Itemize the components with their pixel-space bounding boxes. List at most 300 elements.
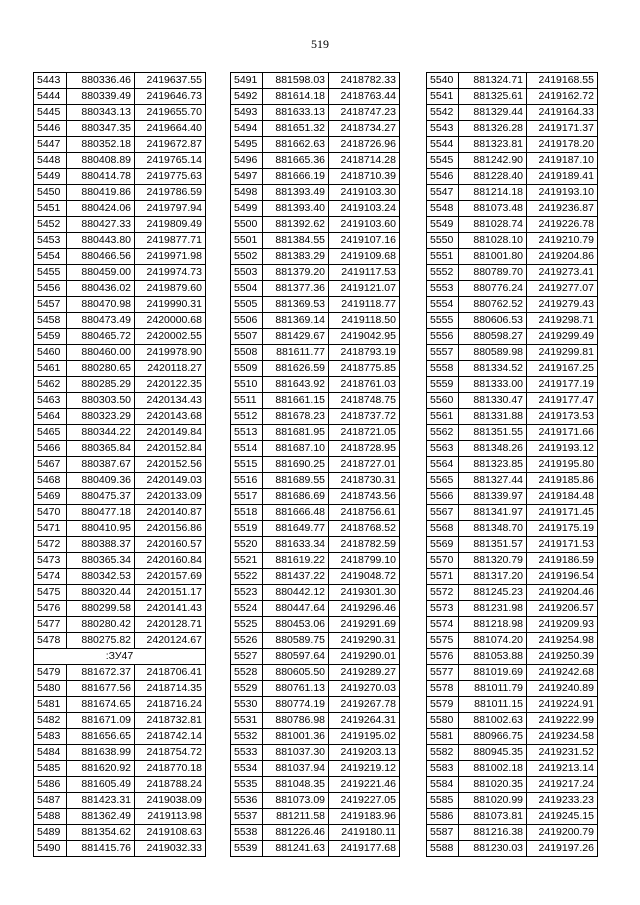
x-coordinate-cell: 881687.10 xyxy=(263,441,329,457)
table-row xyxy=(34,729,206,745)
point-number-cell: 5587 xyxy=(427,825,459,841)
table-row xyxy=(231,137,400,153)
table-row xyxy=(34,601,206,617)
table-row xyxy=(427,265,598,281)
table-row xyxy=(427,745,598,761)
x-coordinate-cell: 881073.81 xyxy=(459,809,527,825)
table-row xyxy=(34,201,206,217)
point-number-cell: 5509 xyxy=(231,361,263,377)
x-coordinate-cell: 881037.30 xyxy=(263,745,329,761)
table-row xyxy=(231,809,400,825)
point-number-cell: 5563 xyxy=(427,441,459,457)
point-number-cell: 5443 xyxy=(34,73,67,89)
table-row xyxy=(427,697,598,713)
x-coordinate-cell: 881073.09 xyxy=(263,793,329,809)
y-coordinate-cell: 2418728.95 xyxy=(329,441,400,457)
point-number-cell: 5453 xyxy=(34,233,67,249)
y-coordinate-cell: 2419290.31 xyxy=(329,633,400,649)
table-row xyxy=(34,249,206,265)
y-coordinate-cell: 2419299.49 xyxy=(527,329,598,345)
y-coordinate-cell: 2419121.07 xyxy=(329,281,400,297)
y-coordinate-cell: 2419171.66 xyxy=(527,425,598,441)
y-coordinate-cell: 2419048.72 xyxy=(329,569,400,585)
y-coordinate-cell: 2419298.71 xyxy=(527,313,598,329)
y-coordinate-cell: 2419219.12 xyxy=(329,761,400,777)
point-number-cell: 5550 xyxy=(427,233,459,249)
y-coordinate-cell: 2420002.55 xyxy=(135,329,206,345)
y-coordinate-cell: 2420000.68 xyxy=(135,313,206,329)
table-row xyxy=(231,377,400,393)
table-row xyxy=(34,137,206,153)
y-coordinate-cell: 2420124.67 xyxy=(135,633,206,649)
x-coordinate-cell: 881228.40 xyxy=(459,169,527,185)
table-row xyxy=(231,617,400,633)
y-coordinate-cell: 2419971.98 xyxy=(135,249,206,265)
table-row xyxy=(34,825,206,841)
point-number-cell: 5546 xyxy=(427,169,459,185)
table-row xyxy=(427,249,598,265)
x-coordinate-cell: 881671.09 xyxy=(67,713,135,729)
y-coordinate-cell: 2418737.72 xyxy=(329,409,400,425)
x-coordinate-cell: 881656.65 xyxy=(67,729,135,745)
point-number-cell: 5520 xyxy=(231,537,263,553)
x-coordinate-cell: 881331.88 xyxy=(459,409,527,425)
x-coordinate-cell: 880460.00 xyxy=(67,345,135,361)
y-coordinate-cell: 2418788.24 xyxy=(135,777,206,793)
x-coordinate-cell: 880409.36 xyxy=(67,473,135,489)
x-coordinate-cell: 881651.32 xyxy=(263,121,329,137)
x-coordinate-cell: 880762.52 xyxy=(459,297,527,313)
table-row xyxy=(231,233,400,249)
table-row xyxy=(231,329,400,345)
table-row xyxy=(231,505,400,521)
y-coordinate-cell: 2419113.98 xyxy=(135,809,206,825)
point-number-cell: 5465 xyxy=(34,425,67,441)
y-coordinate-cell: 2419217.24 xyxy=(527,777,598,793)
y-coordinate-cell: 2418747.23 xyxy=(329,105,400,121)
point-number-cell: 5557 xyxy=(427,345,459,361)
y-coordinate-cell: 2420152.84 xyxy=(135,441,206,457)
point-number-cell: 5579 xyxy=(427,697,459,713)
table-row xyxy=(231,393,400,409)
point-number-cell: 5547 xyxy=(427,185,459,201)
y-coordinate-cell: 2418782.33 xyxy=(329,73,400,89)
point-number-cell: 5460 xyxy=(34,345,67,361)
x-coordinate-cell: 880786.98 xyxy=(263,713,329,729)
point-number-cell: 5543 xyxy=(427,121,459,137)
y-coordinate-cell: 2419277.07 xyxy=(527,281,598,297)
x-coordinate-cell: 881074.20 xyxy=(459,633,527,649)
x-coordinate-cell: 880966.75 xyxy=(459,729,527,745)
table-row xyxy=(34,841,206,857)
point-number-cell: 5518 xyxy=(231,505,263,521)
table-row xyxy=(427,297,598,313)
point-number-cell: 5540 xyxy=(427,73,459,89)
table-row xyxy=(427,809,598,825)
x-coordinate-cell: 880336.46 xyxy=(67,73,135,89)
table-row xyxy=(231,217,400,233)
x-coordinate-cell: 881028.74 xyxy=(459,217,527,233)
y-coordinate-cell: 2419193.10 xyxy=(527,185,598,201)
y-coordinate-cell: 2420133.09 xyxy=(135,489,206,505)
point-number-cell: 5513 xyxy=(231,425,263,441)
y-coordinate-cell: 2420149.84 xyxy=(135,425,206,441)
table-row xyxy=(231,537,400,553)
point-number-cell: 5562 xyxy=(427,425,459,441)
table-row xyxy=(34,409,206,425)
point-number-cell: 5473 xyxy=(34,553,67,569)
point-number-cell: 5493 xyxy=(231,105,263,121)
y-coordinate-cell: 2419195.80 xyxy=(527,457,598,473)
x-coordinate-cell: 881323.81 xyxy=(459,137,527,153)
table-row xyxy=(34,313,206,329)
point-number-cell: 5486 xyxy=(34,777,67,793)
table-row xyxy=(427,153,598,169)
table-row xyxy=(34,121,206,137)
y-coordinate-cell: 2419162.72 xyxy=(527,89,598,105)
point-number-cell: 5553 xyxy=(427,281,459,297)
y-coordinate-cell: 2419765.14 xyxy=(135,153,206,169)
point-number-cell: 5578 xyxy=(427,681,459,697)
x-coordinate-cell: 881666.48 xyxy=(263,505,329,521)
x-coordinate-cell: 881689.55 xyxy=(263,473,329,489)
table-row xyxy=(427,457,598,473)
table-row xyxy=(34,425,206,441)
y-coordinate-cell: 2419180.11 xyxy=(329,825,400,841)
point-number-cell: 5567 xyxy=(427,505,459,521)
y-coordinate-cell: 2419273.41 xyxy=(527,265,598,281)
table-row xyxy=(427,473,598,489)
x-coordinate-cell: 881001.80 xyxy=(459,249,527,265)
table-row xyxy=(427,281,598,297)
x-coordinate-cell: 881619.22 xyxy=(263,553,329,569)
x-coordinate-cell: 881626.59 xyxy=(263,361,329,377)
y-coordinate-cell: 2419042.95 xyxy=(329,329,400,345)
table-row xyxy=(34,633,206,649)
y-coordinate-cell: 2420141.43 xyxy=(135,601,206,617)
y-coordinate-cell: 2419877.71 xyxy=(135,233,206,249)
point-number-cell: 5552 xyxy=(427,265,459,281)
point-number-cell: 5482 xyxy=(34,713,67,729)
y-coordinate-cell: 2419209.93 xyxy=(527,617,598,633)
x-coordinate-cell: 880597.64 xyxy=(263,649,329,665)
point-number-cell: 5539 xyxy=(231,841,263,857)
x-coordinate-cell: 880442.12 xyxy=(263,585,329,601)
y-coordinate-cell: 2419200.79 xyxy=(527,825,598,841)
y-coordinate-cell: 2419187.10 xyxy=(527,153,598,169)
y-coordinate-cell: 2418756.61 xyxy=(329,505,400,521)
y-coordinate-cell: 2419164.33 xyxy=(527,105,598,121)
point-number-cell: 5462 xyxy=(34,377,67,393)
y-coordinate-cell: 2418721.05 xyxy=(329,425,400,441)
x-coordinate-cell: 880774.19 xyxy=(263,697,329,713)
x-coordinate-cell: 881324.71 xyxy=(459,73,527,89)
point-number-cell: 5488 xyxy=(34,809,67,825)
point-number-cell: 5555 xyxy=(427,313,459,329)
table-row xyxy=(231,169,400,185)
x-coordinate-cell: 881073.48 xyxy=(459,201,527,217)
x-coordinate-cell: 880589.98 xyxy=(459,345,527,361)
table-row xyxy=(427,633,598,649)
y-coordinate-cell: 2419213.14 xyxy=(527,761,598,777)
table-row xyxy=(34,457,206,473)
point-number-cell: 5475 xyxy=(34,585,67,601)
point-number-cell: 5484 xyxy=(34,745,67,761)
point-number-cell: 5480 xyxy=(34,681,67,697)
table-row xyxy=(231,745,400,761)
point-number-cell: 5545 xyxy=(427,153,459,169)
x-coordinate-cell: 881614.18 xyxy=(263,89,329,105)
x-coordinate-cell: 880280.42 xyxy=(67,617,135,633)
table-row xyxy=(231,441,400,457)
y-coordinate-cell: 2419236.87 xyxy=(527,201,598,217)
table-row xyxy=(231,425,400,441)
table-row xyxy=(34,665,206,681)
x-coordinate-cell: 880303.50 xyxy=(67,393,135,409)
point-number-cell: 5524 xyxy=(231,601,263,617)
y-coordinate-cell: 2420118.27 xyxy=(135,361,206,377)
x-coordinate-cell: 880408.89 xyxy=(67,153,135,169)
x-coordinate-cell: 880424.06 xyxy=(67,201,135,217)
y-coordinate-cell: 2418726.96 xyxy=(329,137,400,153)
x-coordinate-cell: 881649.77 xyxy=(263,521,329,537)
point-number-cell: 5549 xyxy=(427,217,459,233)
x-coordinate-cell: 880275.82 xyxy=(67,633,135,649)
y-coordinate-cell: 2419197.26 xyxy=(527,841,598,857)
point-number-cell: 5577 xyxy=(427,665,459,681)
y-coordinate-cell: 2418734.27 xyxy=(329,121,400,137)
point-number-cell: 5502 xyxy=(231,249,263,265)
table-row xyxy=(427,73,598,89)
x-coordinate-cell: 881020.35 xyxy=(459,777,527,793)
x-coordinate-cell: 881633.34 xyxy=(263,537,329,553)
table-row xyxy=(427,345,598,361)
y-coordinate-cell: 2418730.31 xyxy=(329,473,400,489)
y-coordinate-cell: 2419250.39 xyxy=(527,649,598,665)
point-number-cell: 5446 xyxy=(34,121,67,137)
y-coordinate-cell: 2419242.68 xyxy=(527,665,598,681)
x-coordinate-cell: 880427.33 xyxy=(67,217,135,233)
y-coordinate-cell: 2418748.75 xyxy=(329,393,400,409)
point-number-cell: 5477 xyxy=(34,617,67,633)
y-coordinate-cell: 2418775.85 xyxy=(329,361,400,377)
x-coordinate-cell: 881379.20 xyxy=(263,265,329,281)
x-coordinate-cell: 881001.36 xyxy=(263,729,329,745)
x-coordinate-cell: 881241.63 xyxy=(263,841,329,857)
y-coordinate-cell: 2419786.59 xyxy=(135,185,206,201)
y-coordinate-cell: 2419103.24 xyxy=(329,201,400,217)
y-coordinate-cell: 2419672.87 xyxy=(135,137,206,153)
y-coordinate-cell: 2418716.24 xyxy=(135,697,206,713)
point-number-cell: 5534 xyxy=(231,761,263,777)
y-coordinate-cell: 2418727.01 xyxy=(329,457,400,473)
point-number-cell: 5566 xyxy=(427,489,459,505)
x-coordinate-cell: 881354.62 xyxy=(67,825,135,841)
y-coordinate-cell: 2419646.73 xyxy=(135,89,206,105)
point-number-cell: 5511 xyxy=(231,393,263,409)
x-coordinate-cell: 881383.29 xyxy=(263,249,329,265)
table-row xyxy=(34,569,206,585)
point-number-cell: 5512 xyxy=(231,409,263,425)
table-row xyxy=(231,553,400,569)
table-row xyxy=(231,825,400,841)
table-row xyxy=(427,313,598,329)
x-coordinate-cell: 881327.44 xyxy=(459,473,527,489)
table-row xyxy=(34,361,206,377)
point-number-cell: 5569 xyxy=(427,537,459,553)
y-coordinate-cell: 2419173.53 xyxy=(527,409,598,425)
x-coordinate-cell: 880598.27 xyxy=(459,329,527,345)
x-coordinate-cell: 880466.56 xyxy=(67,249,135,265)
y-coordinate-cell: 2420143.68 xyxy=(135,409,206,425)
x-coordinate-cell: 881329.44 xyxy=(459,105,527,121)
x-coordinate-cell: 881048.35 xyxy=(263,777,329,793)
point-number-cell: 5501 xyxy=(231,233,263,249)
point-number-cell: 5514 xyxy=(231,441,263,457)
x-coordinate-cell: 880789.70 xyxy=(459,265,527,281)
table-row xyxy=(34,393,206,409)
x-coordinate-cell: 881662.63 xyxy=(263,137,329,153)
point-number-cell: 5537 xyxy=(231,809,263,825)
y-coordinate-cell: 2418799.10 xyxy=(329,553,400,569)
point-number-cell: 5455 xyxy=(34,265,67,281)
y-coordinate-cell: 2419299.81 xyxy=(527,345,598,361)
point-number-cell: 5451 xyxy=(34,201,67,217)
y-coordinate-cell: 2419279.43 xyxy=(527,297,598,313)
x-coordinate-cell: 880470.98 xyxy=(67,297,135,313)
table-row xyxy=(231,105,400,121)
table-row xyxy=(231,473,400,489)
point-number-cell: 5448 xyxy=(34,153,67,169)
point-number-cell: 5505 xyxy=(231,297,263,313)
y-coordinate-cell: 2420151.17 xyxy=(135,585,206,601)
table-row xyxy=(34,297,206,313)
point-number-cell: 5517 xyxy=(231,489,263,505)
point-number-cell: 5497 xyxy=(231,169,263,185)
y-coordinate-cell: 2418793.19 xyxy=(329,345,400,361)
table-row xyxy=(427,825,598,841)
table-row xyxy=(231,649,400,665)
table-row xyxy=(231,201,400,217)
point-number-cell: 5531 xyxy=(231,713,263,729)
point-number-cell: 5565 xyxy=(427,473,459,489)
point-number-cell: 5588 xyxy=(427,841,459,857)
x-coordinate-cell: 880477.18 xyxy=(67,505,135,521)
x-coordinate-cell: 881317.20 xyxy=(459,569,527,585)
x-coordinate-cell: 881674.65 xyxy=(67,697,135,713)
point-number-cell: 5527 xyxy=(231,649,263,665)
table-row xyxy=(427,841,598,857)
x-coordinate-cell: 881605.49 xyxy=(67,777,135,793)
point-number-cell: 5584 xyxy=(427,777,459,793)
table-row xyxy=(231,601,400,617)
x-coordinate-cell: 881230.03 xyxy=(459,841,527,857)
y-coordinate-cell: 2420134.43 xyxy=(135,393,206,409)
y-coordinate-cell: 2419203.13 xyxy=(329,745,400,761)
x-coordinate-cell: 881028.10 xyxy=(459,233,527,249)
x-coordinate-cell: 881002.18 xyxy=(459,761,527,777)
table-row xyxy=(34,681,206,697)
y-coordinate-cell: 2418770.18 xyxy=(135,761,206,777)
y-coordinate-cell: 2418706.41 xyxy=(135,665,206,681)
table-row xyxy=(427,201,598,217)
y-coordinate-cell: 2419267.78 xyxy=(329,697,400,713)
point-number-cell: 5536 xyxy=(231,793,263,809)
y-coordinate-cell: 2419038.09 xyxy=(135,793,206,809)
table-row xyxy=(34,185,206,201)
x-coordinate-cell: 880323.29 xyxy=(67,409,135,425)
x-coordinate-cell: 880285.29 xyxy=(67,377,135,393)
x-coordinate-cell: 881341.97 xyxy=(459,505,527,521)
x-coordinate-cell: 881053.88 xyxy=(459,649,527,665)
point-number-cell: 5542 xyxy=(427,105,459,121)
x-coordinate-cell: 880387.67 xyxy=(67,457,135,473)
y-coordinate-cell: 2419118.77 xyxy=(329,297,400,313)
table-row xyxy=(34,377,206,393)
point-number-cell: 5576 xyxy=(427,649,459,665)
table-row xyxy=(427,617,598,633)
table-row xyxy=(34,169,206,185)
point-number-cell: 5476 xyxy=(34,601,67,617)
point-number-cell: 5519 xyxy=(231,521,263,537)
point-number-cell: 5447 xyxy=(34,137,67,153)
table-row xyxy=(231,313,400,329)
point-number-cell: 5456 xyxy=(34,281,67,297)
x-coordinate-cell: 881339.97 xyxy=(459,489,527,505)
x-coordinate-cell: 881415.76 xyxy=(67,841,135,857)
table-row xyxy=(231,633,400,649)
table-row xyxy=(427,409,598,425)
x-coordinate-cell: 880365.84 xyxy=(67,441,135,457)
table-row xyxy=(34,233,206,249)
point-number-cell: 5585 xyxy=(427,793,459,809)
x-coordinate-cell: 881348.26 xyxy=(459,441,527,457)
y-coordinate-cell: 2419171.53 xyxy=(527,537,598,553)
table-row xyxy=(427,505,598,521)
y-coordinate-cell: 2419264.31 xyxy=(329,713,400,729)
x-coordinate-cell: 881677.56 xyxy=(67,681,135,697)
table-row xyxy=(34,809,206,825)
x-coordinate-cell: 881429.67 xyxy=(263,329,329,345)
x-coordinate-cell: 880339.49 xyxy=(67,89,135,105)
x-coordinate-cell: 881348.70 xyxy=(459,521,527,537)
x-coordinate-cell: 881362.49 xyxy=(67,809,135,825)
x-coordinate-cell: 881638.99 xyxy=(67,745,135,761)
section-header-row xyxy=(34,649,206,665)
y-coordinate-cell: 2419117.53 xyxy=(329,265,400,281)
point-number-cell: 5573 xyxy=(427,601,459,617)
table-row xyxy=(34,265,206,281)
table-row xyxy=(427,489,598,505)
table-row xyxy=(231,665,400,681)
x-coordinate-cell: 880343.13 xyxy=(67,105,135,121)
point-number-cell: 5485 xyxy=(34,761,67,777)
point-number-cell: 5494 xyxy=(231,121,263,137)
x-coordinate-cell: 881211.58 xyxy=(263,809,329,825)
point-number-cell: 5533 xyxy=(231,745,263,761)
table-row xyxy=(34,345,206,361)
table-row xyxy=(427,393,598,409)
x-coordinate-cell: 880344.22 xyxy=(67,425,135,441)
y-coordinate-cell: 2418761.03 xyxy=(329,377,400,393)
y-coordinate-cell: 2419224.91 xyxy=(527,697,598,713)
x-coordinate-cell: 880342.53 xyxy=(67,569,135,585)
point-number-cell: 5445 xyxy=(34,105,67,121)
table-row xyxy=(427,89,598,105)
x-coordinate-cell: 881334.52 xyxy=(459,361,527,377)
table-row xyxy=(427,233,598,249)
point-number-cell: 5572 xyxy=(427,585,459,601)
